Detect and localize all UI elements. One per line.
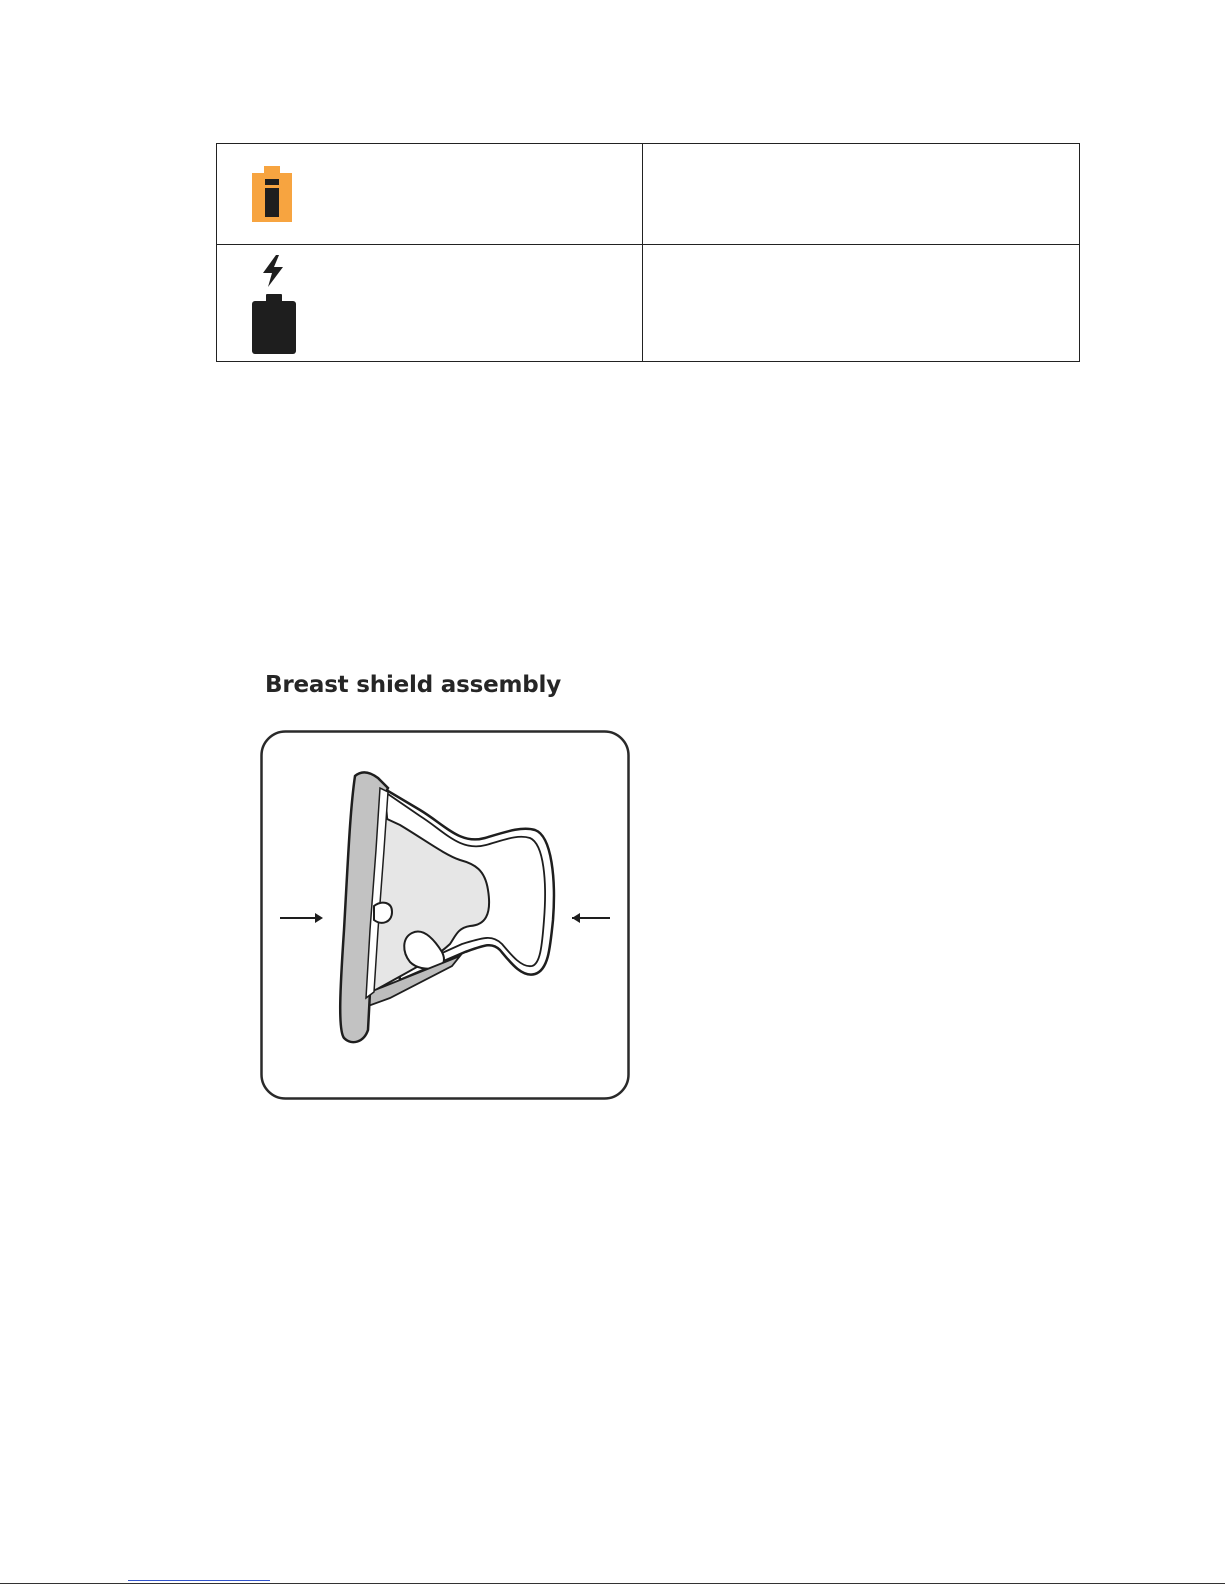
battery-full-icon: [252, 294, 296, 354]
breast-shield-assembly-illustration: [260, 730, 630, 1102]
lightning-bolt-icon: [259, 255, 287, 287]
table-row: [217, 144, 1079, 245]
figure-title: Breast shield assembly: [265, 672, 561, 698]
battery-low-icon: [252, 166, 292, 222]
battery-status-table: [216, 143, 1080, 362]
table-row: [217, 245, 1079, 361]
footer-link-underline: [128, 1580, 270, 1581]
footer-rule: [0, 1583, 1225, 1584]
